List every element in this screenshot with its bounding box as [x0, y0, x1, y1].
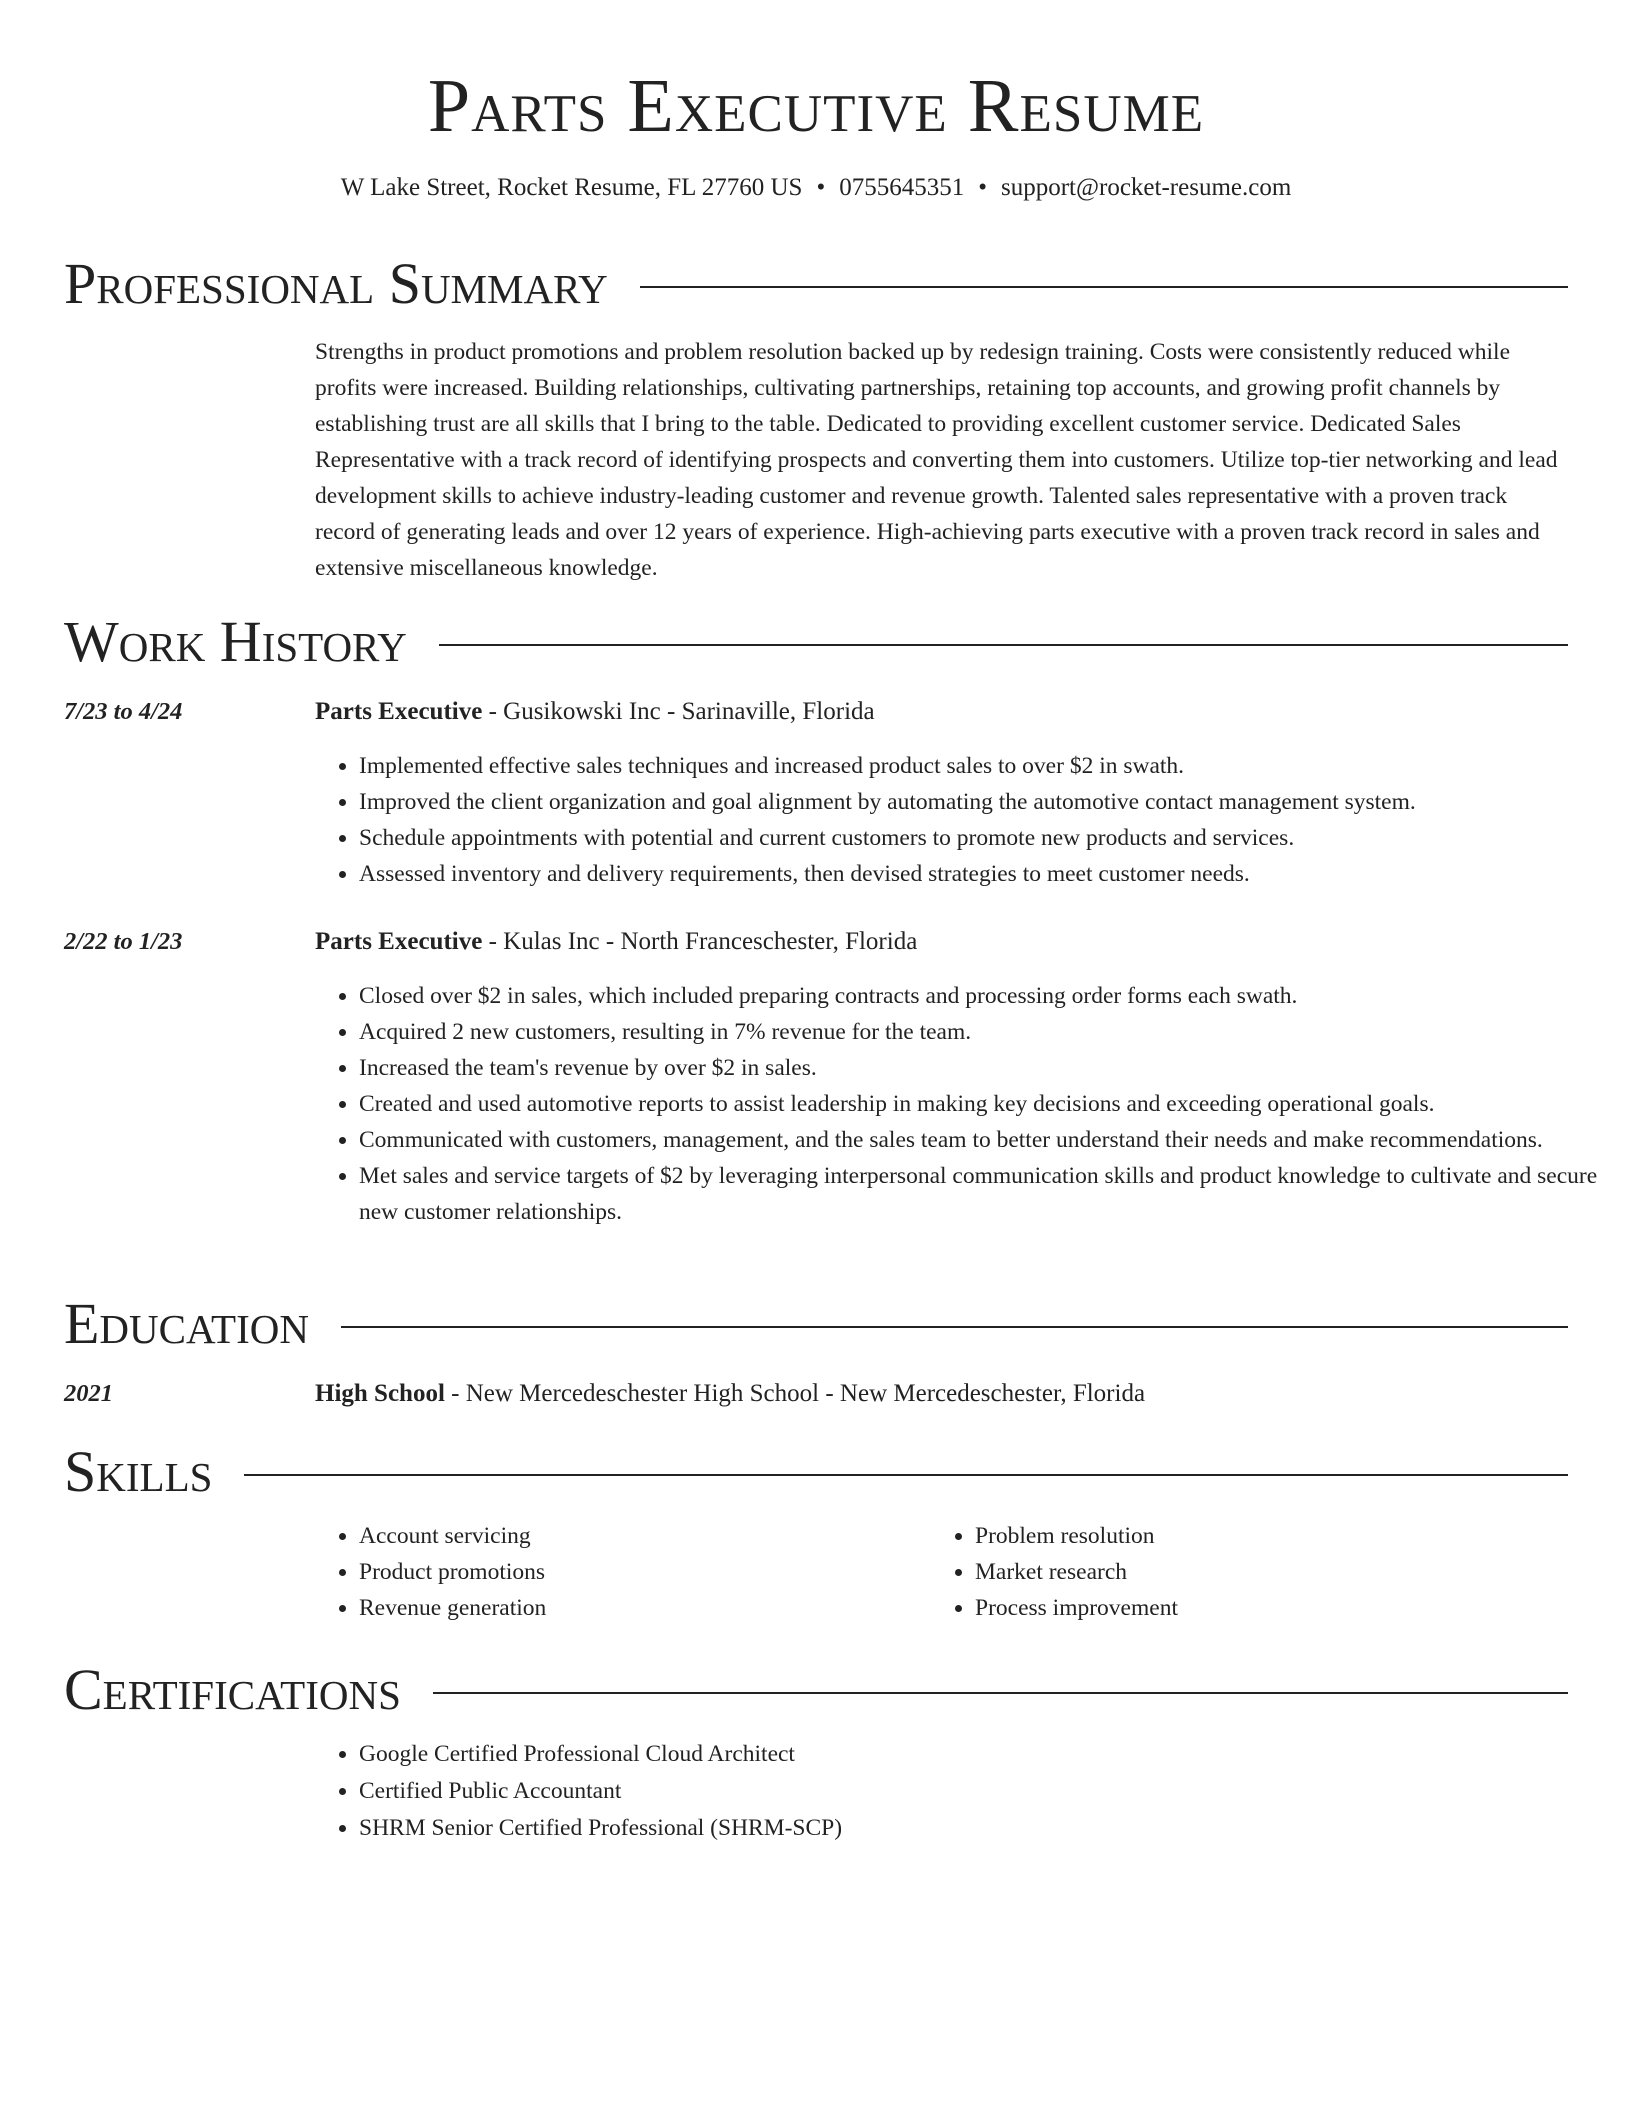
job-bullet: • Closed over $2 in sales, which included preparing contracts and processing order forms each swath.: [359, 978, 1611, 1014]
resume-page: [64, 0, 1598, 1841]
contact-email: support@rocket-resume.com: [1000, 174, 1292, 201]
job-title: Parts Executive: [315, 698, 483, 725]
contact-phone: 0755645351: [839, 174, 965, 201]
skill-item: • Revenue generation: [359, 1590, 929, 1626]
job-bullet: • Implemented effective sales techniques and increased product sales to over $2 in swath.: [359, 748, 1611, 784]
certifications-heading: Certifications: [64, 1657, 401, 1722]
certification-item: • Google Certified Professional Cloud Architect: [359, 1736, 1611, 1773]
contact-separator: •: [978, 174, 987, 201]
job-bullets: [315, 978, 1611, 1230]
job-title-line: [315, 926, 917, 958]
section-divider: [640, 286, 1568, 288]
job-company: - Kulas Inc - North Franceschester, Florida: [482, 928, 918, 955]
job-bullet: • Met sales and service targets of $2 by leveraging interpersonal communication skills and product knowledge to cultivate and secure new customer relationships.: [359, 1158, 1611, 1230]
section-divider: [439, 644, 1568, 646]
summary-text: Strengths in product promotions and problem resolution backed up by redesign training. Costs were consistently reduced while profits were increased. Building relationships, cultivating partnerships, retaining top accounts, and growing profit channels by establishing trust are all skills that I bring to the table. Dedicated to providing excellent customer service. Dedicated Sales Representative with a track record of identifying prospects and converting them into customers. Utilize top-tier networking and lead development skills to achieve industry-leading customer and revenue growth. Talented sales representative with a proven track record of generating leads and over 12 years of experience. High-achieving parts executive with a proven track record in sales and extensive miscellaneous knowledge.: [315, 339, 1558, 581]
skills-heading: Skills: [64, 1439, 213, 1504]
skill-item: • Account servicing: [359, 1518, 929, 1554]
job-dates: 2/22 to 1/23: [64, 928, 183, 955]
job-bullet: • Improved the client organization and goal alignment by automating the automotive contact management system.: [359, 784, 1611, 820]
education-section-header: [64, 1292, 1568, 1356]
contact-address: W Lake Street, Rocket Resume, FL 27760 US: [340, 174, 803, 201]
job-bullet: • Acquired 2 new customers, resulting in 7% revenue for the team.: [359, 1014, 1611, 1050]
contact-line: [64, 172, 1568, 204]
work-heading: Work History: [64, 609, 407, 674]
section-divider: [433, 1692, 1568, 1694]
section-divider: [244, 1474, 1568, 1476]
job-bullet: • Increased the team's revenue by over $2 in sales.: [359, 1050, 1611, 1086]
education-line: [315, 1378, 1145, 1410]
education-school: - New Mercedeschester High School - New Mercedeschester, Florida: [444, 1380, 1146, 1407]
skills-list-right: [931, 1518, 1575, 1626]
certification-item: • SHRM Senior Certified Professional (SHRM-SCP): [359, 1810, 1611, 1847]
skill-item: • Problem resolution: [975, 1518, 1575, 1554]
education-heading: Education: [64, 1291, 309, 1356]
certification-item: • Certified Public Accountant: [359, 1773, 1611, 1810]
skill-item: • Product promotions: [359, 1554, 929, 1590]
skill-item: • Market research: [975, 1554, 1575, 1590]
education-degree: High School: [315, 1380, 445, 1407]
summary-heading: Professional Summary: [64, 251, 608, 316]
job-bullet: • Assessed inventory and delivery requirements, then devised strategies to meet customer needs.: [359, 856, 1611, 892]
job-bullet: • Created and used automotive reports to assist leadership in making key decisions and exceeding operational goals.: [359, 1086, 1611, 1122]
resume-title: Parts Executive Resume: [427, 64, 1205, 148]
skills-list-left: [315, 1518, 929, 1626]
job-title: Parts Executive: [315, 928, 483, 955]
job-bullet: • Communicated with customers, management, and the sales team to better understand their needs and make recommendations.: [359, 1122, 1611, 1158]
job-company: - Gusikowski Inc - Sarinaville, Florida: [482, 698, 875, 725]
skill-item: • Process improvement: [975, 1590, 1575, 1626]
contact-separator: •: [816, 174, 826, 201]
job-title-line: [315, 696, 875, 728]
certifications-list: [315, 1736, 1611, 1847]
certifications-section-header: [64, 1658, 1568, 1722]
work-section-header: [64, 610, 1568, 674]
job-bullets: [315, 748, 1611, 892]
job-bullet: • Schedule appointments with potential and current customers to promote new products and services.: [359, 820, 1611, 856]
skills-section-header: [64, 1440, 1568, 1504]
education-year: 2021: [64, 1380, 113, 1407]
summary-section-header: [64, 252, 1568, 316]
section-divider: [341, 1326, 1568, 1328]
job-dates: 7/23 to 4/24: [64, 698, 183, 725]
